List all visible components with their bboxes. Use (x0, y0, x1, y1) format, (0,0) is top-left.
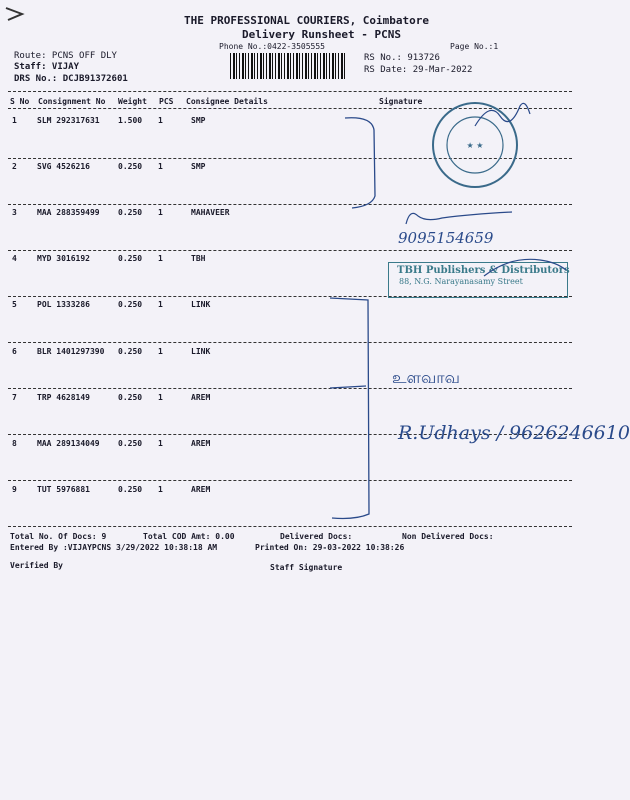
tbh-stamp-address: 88, N.G. Narayanasamy Street (399, 277, 523, 286)
row-weight: 0.250 (118, 347, 143, 356)
row-weight: 0.250 (118, 208, 143, 217)
row-pcs: 1 (158, 116, 163, 125)
row-sno: 4 (12, 254, 17, 263)
total-docs: Total No. Of Docs: 9 (10, 532, 107, 541)
phone-number: Phone No.:0422-3505555 (219, 42, 325, 51)
row-consignee: AREM (191, 393, 211, 402)
total-cod: Total COD Amt: 0.00 (143, 532, 235, 541)
printed-on: Printed On: 29-03-2022 10:38:26 (255, 543, 405, 552)
row-pcs: 1 (158, 439, 163, 448)
row-consignee: SMP (191, 162, 206, 171)
row-consignment: POL 1333286 (37, 300, 90, 309)
signature-2 (402, 206, 532, 230)
row-weight: 1.500 (118, 116, 143, 125)
col-sno: S No (10, 97, 30, 106)
col-signature: Signature (379, 97, 423, 106)
row-weight: 0.250 (118, 300, 143, 309)
row-pcs: 1 (158, 485, 163, 494)
row-sno: 1 (12, 116, 17, 125)
row-pcs: 1 (158, 300, 163, 309)
row-weight: 0.250 (118, 162, 143, 171)
row-consignee: AREM (191, 485, 211, 494)
row-weight: 0.250 (118, 393, 143, 402)
page-number: Page No.:1 (450, 42, 499, 51)
row-consignment: TUT 5976881 (37, 485, 90, 494)
row-sno: 9 (12, 485, 17, 494)
company-name: THE PROFESSIONAL COURIERS, Coimbatore (184, 14, 430, 27)
row-weight: 0.250 (118, 439, 143, 448)
row-consignment: MYD 3016192 (37, 254, 90, 263)
row-consignment: MAA 288359499 (37, 208, 100, 217)
row-pcs: 1 (158, 208, 163, 217)
row-consignee: TBH (191, 254, 206, 263)
non-delivered-docs: Non Delivered Docs: (402, 532, 494, 541)
tbh-stamp-name: TBH Publishers & Distributors (397, 265, 570, 276)
row-consignee: AREM (191, 439, 211, 448)
col-weight: Weight (118, 97, 147, 106)
rs-date: RS Date: 29-Mar-2022 (364, 65, 473, 75)
row-pcs: 1 (158, 393, 163, 402)
row-pcs: 1 (158, 254, 163, 263)
row-weight: 0.250 (118, 254, 143, 263)
row-consignment: SVG 4526216 (37, 162, 90, 171)
col-consignee: Consignee Details (186, 97, 268, 106)
row-sno: 2 (12, 162, 17, 171)
entered-by: Entered By :VIJAYPCNS 3/29/2022 10:38:18 AM (10, 543, 218, 552)
row-consignment: BLR 1401297390 (37, 347, 105, 356)
staff-signature-label: Staff Signature (270, 563, 343, 572)
signature-3 (480, 252, 570, 282)
col-consignment: Consignment No (38, 97, 106, 106)
row-pcs: 1 (158, 162, 163, 171)
col-pcs: PCS (159, 97, 174, 106)
row-pcs: 1 (158, 347, 163, 356)
row-sno: 8 (12, 439, 17, 448)
row-consignee: SMP (191, 116, 206, 125)
row-consignment: MAA 289134049 (37, 439, 100, 448)
row-sno: 3 (12, 208, 17, 217)
drs-number: DRS No.: DCJB91372601 (14, 74, 128, 84)
row-consignment: TRP 4628149 (37, 393, 90, 402)
row-consignment: SLM 292317631 (37, 116, 100, 125)
route-label: Route: PCNS OFF DLY (14, 51, 117, 61)
row-consignee: MAHAVEER (191, 208, 230, 217)
row-sno: 5 (12, 300, 17, 309)
row-consignee: LINK (191, 300, 211, 309)
handwritten-phone-1: 9095154659 (398, 229, 494, 247)
handwritten-phone-2: R.Udhays / 9626246610 (398, 422, 630, 444)
signature-1 (470, 96, 540, 136)
row-sno: 7 (12, 393, 17, 402)
document-title: Delivery Runsheet - PCNS (242, 28, 401, 41)
delivered-docs: Delivered Docs: (280, 532, 353, 541)
handwritten-tamil: உளவாவ (392, 368, 460, 387)
svg-text:★ ★: ★ ★ (466, 141, 484, 150)
row-sno: 6 (12, 347, 17, 356)
row-weight: 0.250 (118, 485, 143, 494)
rs-number: RS No.: 913726 (364, 53, 440, 63)
verified-by: Verified By (10, 561, 63, 570)
row-consignee: LINK (191, 347, 211, 356)
staff-label: Staff: VIJAY (14, 62, 80, 72)
